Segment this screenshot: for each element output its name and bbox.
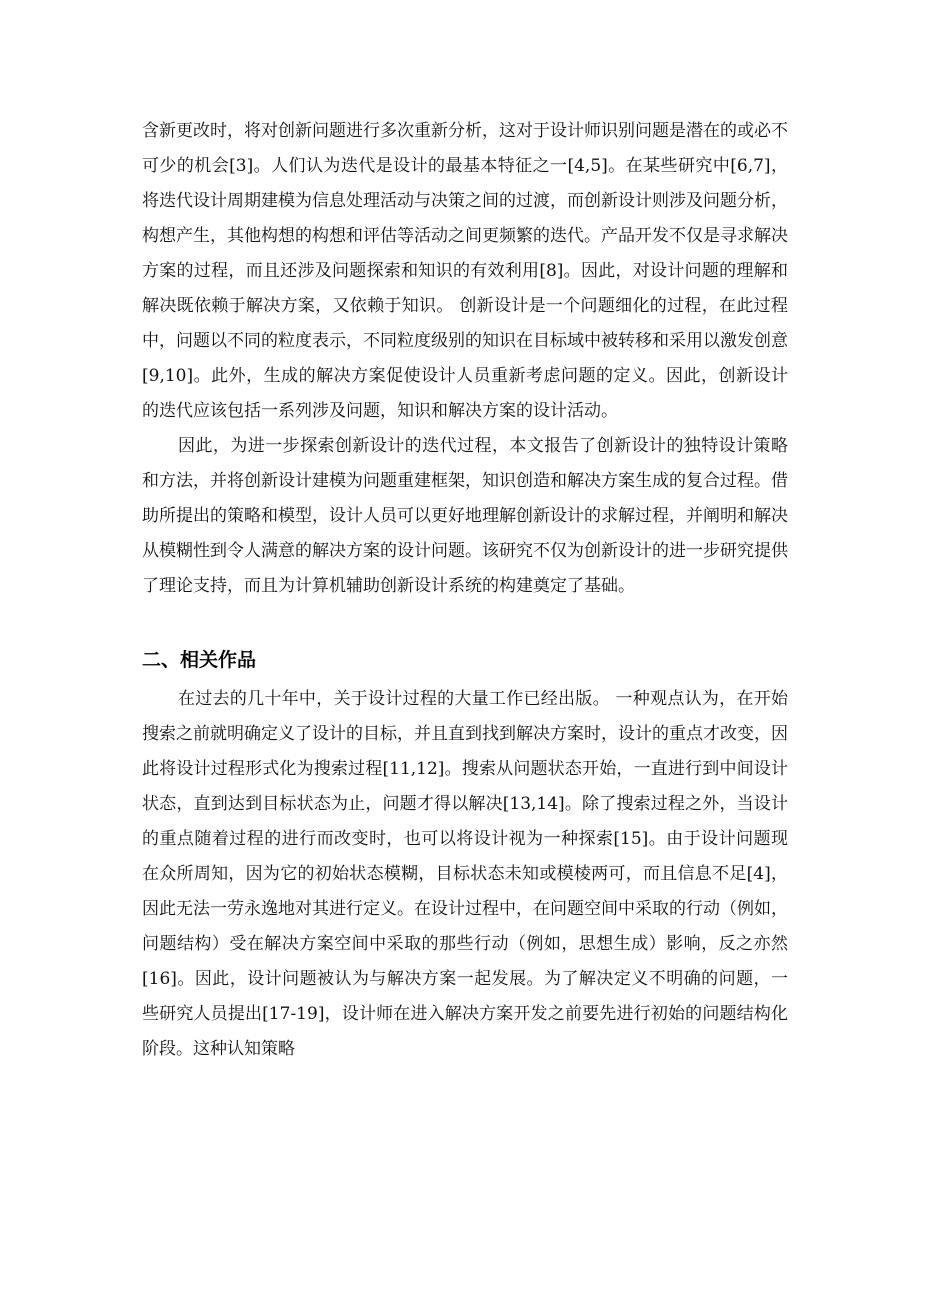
document-body [142,114,788,1067]
section-heading-related-work: 二、相关作品 [142,649,257,671]
paragraph-related-work: 在过去的几十年中，关于设计过程的大量工作已经出版。 一种观点认为，在开始搜索之前就明确定义了设计的目标，并且直到找到解决方案时，设计的重点才改变，因此将设计过程形式化为搜索过程[11,12]。搜索从问题状态开始，一直进行到中间设计状态，直到达到目标状态为止，问题才得以解决[13,14]。除了搜索过程之外，当设计的重点随着过程的进行而改变时，也可以将设计视为一种探索[15]。由于设计问题现在众所周知，因为它的初始状态模糊，目标状态未知或模棱两可，而且信息不足[4]，因此无法一劳永逸地对其进行定义。在设计过程中，在问题空间中采取的行动（例如，问题结构）受在解决方案空间中采取的那些行动（例如，思想生成）影响，反之亦然[16]。因此，设计问题被认为与解决方案一起发展。为了解决定义不明确的问题，一些研究人员提出[17-19]，设计师在进入解决方案开发之前要先进行初始的问题结构化阶段。这种认知策略 [142,689,788,1059]
paragraph-continued: 含新更改时，将对创新问题进行多次重新分析，这对于设计师识别问题是潜在的或必不可少的机会[3]。人们认为迭代是设计的最基本特征之一[4,5]。在某些研究中[6,7]，将迭代设计周期建模为信息处理活动与决策之间的过渡，而创新设计则涉及问题分析，构想产生，其他构想的构想和评估等活动之间更频繁的迭代。产品开发不仅是寻求解决方案的过程，而且还涉及问题探索和知识的有效利用[8]。因此，对设计问题的理解和解决既依赖于解决方案，又依赖于知识。 创新设计是一个问题细化的过程，在此过程中，问题以不同的粒度表示，不同粒度级别的知识在目标域中被转移和采用以激发创意[9,10]。此外，生成的解决方案促使设计人员重新考虑问题的定义。因此，创新设计的迭代应该包括一系列涉及问题，知识和解决方案的设计活动。 [142,121,788,421]
paragraph-purpose: 因此，为进一步探索创新设计的迭代过程，本文报告了创新设计的独特设计策略和方法，并将创新设计建模为问题重建框架，知识创造和解决方案生成的复合过程。借助所提出的策略和模型，设计人员可以更好地理解创新设计的求解过程，并阐明和解决从模糊性到令人满意的解决方案的设计问题。该研究不仅为创新设计的进一步研究提供了理论支持，而且为计算机辅助创新设计系统的构建奠定了基础。 [142,436,788,596]
